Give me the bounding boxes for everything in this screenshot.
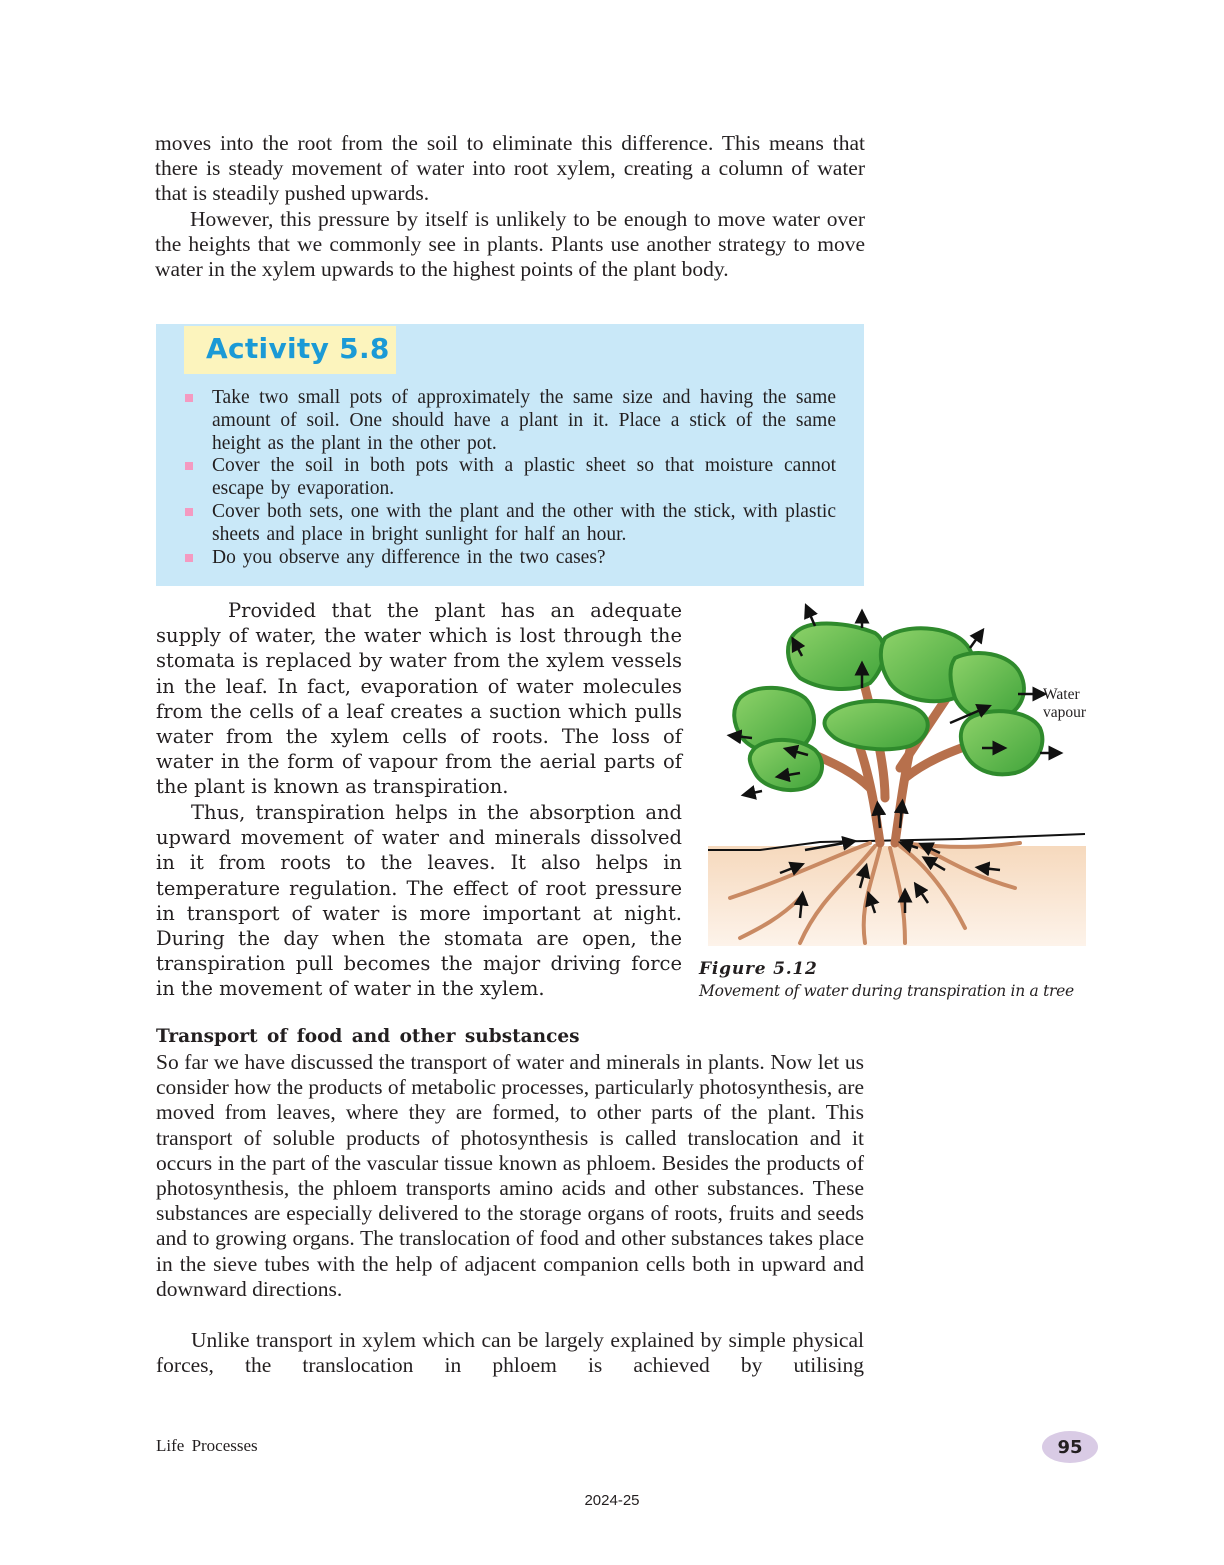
chapter-name: Life Processes (156, 1436, 258, 1455)
page-number-badge (1042, 1431, 1098, 1463)
activity-title: Activity 5.8 (206, 332, 390, 365)
section-heading: Transport of food and other substances (156, 1026, 580, 1047)
transpiration-paragraph-1 (156, 598, 682, 800)
activity-item-text: Cover both sets, one with the plant and the other with the stick, with plastic sheets and place in bright sunlight for half an hour. (212, 500, 836, 545)
square-bullet-icon (185, 554, 193, 562)
edition-year: 2024-25 (584, 1492, 640, 1509)
activity-item-text: Take two small pots of approximately the same size and having the same amount of soil. One should have a plant in it. Place a stick of the same height as the plant in the other pot. (212, 387, 836, 454)
activity-item (184, 501, 836, 547)
activity-item-text: Do you observe any difference in the two cases? (212, 546, 606, 568)
translocation-paragraph-2: Unlike transport in xylem which can be largely explained by simple physical forces, the translocation in phloem is achieved by utilising (156, 1328, 864, 1378)
activity-item (184, 455, 836, 501)
tree-icon (700, 598, 1100, 948)
activity-item-text: Cover the soil in both pots with a plastic sheet so that moisture cannot escape by evaporation. (212, 455, 836, 500)
activity-box (156, 324, 864, 586)
translocation-paragraph-1: So far we have discussed the transport of water and minerals in plants. Now let us consider how the products of metabolic processes, particularly photosynthesis, are moved from leaves, where they are formed, to other parts of the plant. This transport of soluble products of photosynthesis is called translocation and it occurs in the part of the vascular tissue known as phloem. Besides the products of photosynthesis, the phloem transports amino acids and other substances. These substances are especially delivered to the storage organs of roots, fruits and seeds and to growing organs. The translocation of food and other substances takes place in the sieve tubes with the help of adjacent companion cells both in upward and downward directions. (156, 1050, 864, 1301)
annotation-line-2: vapour (1043, 704, 1087, 721)
activity-title-box (184, 326, 396, 374)
activity-list (184, 387, 836, 569)
water-vapour-annotation (1043, 686, 1086, 722)
activity-item (184, 547, 836, 570)
tree-transpiration-illustration (700, 598, 1100, 948)
activity-item (184, 387, 836, 455)
figure-label: Figure 5.12 (699, 959, 818, 979)
transpiration-paragraph-1-text: Provided that the plant has an adequate supply of water, the water which is lost through the stomata is replaced by water from the xylem vessels in the leaf. In fact, evaporation of water molecules from the cells of a leaf creates a suction which pulls water from the xylem cells of roots. The loss of water in the form of vapour from the aerial parts of the plant is known as transpiration. (156, 599, 682, 799)
annotation-line-1: Water (1043, 686, 1080, 703)
square-bullet-icon (185, 508, 193, 516)
transpiration-paragraph-2: Thus, transpiration helps in the absorption and upward movement of water and minerals dissolved in it from roots to the leaves. It also helps in temperature regulation. The effect of root pressure in transport of water is more important at night. During the day when the stomata are open, the transpiration pull becomes the major driving force in the movement of water in the xylem. (156, 801, 682, 1001)
body-paragraph-2: However, this pressure by itself is unlikely to be enough to move water over the heights that we commonly see in plants. Plants use another strategy to move water in the xylem upwards to the highest points of the plant body. (155, 207, 865, 282)
body-paragraph-1: moves into the root from the soil to eliminate this difference. This means that there is steady movement of water into root xylem, creating a column of water that is steadily pushed upwards. (155, 131, 865, 206)
page-number: 95 (1057, 1436, 1083, 1458)
figure-caption: Movement of water during transpiration in a tree (699, 982, 1074, 1000)
square-bullet-icon (185, 462, 193, 470)
square-bullet-icon (185, 394, 193, 402)
